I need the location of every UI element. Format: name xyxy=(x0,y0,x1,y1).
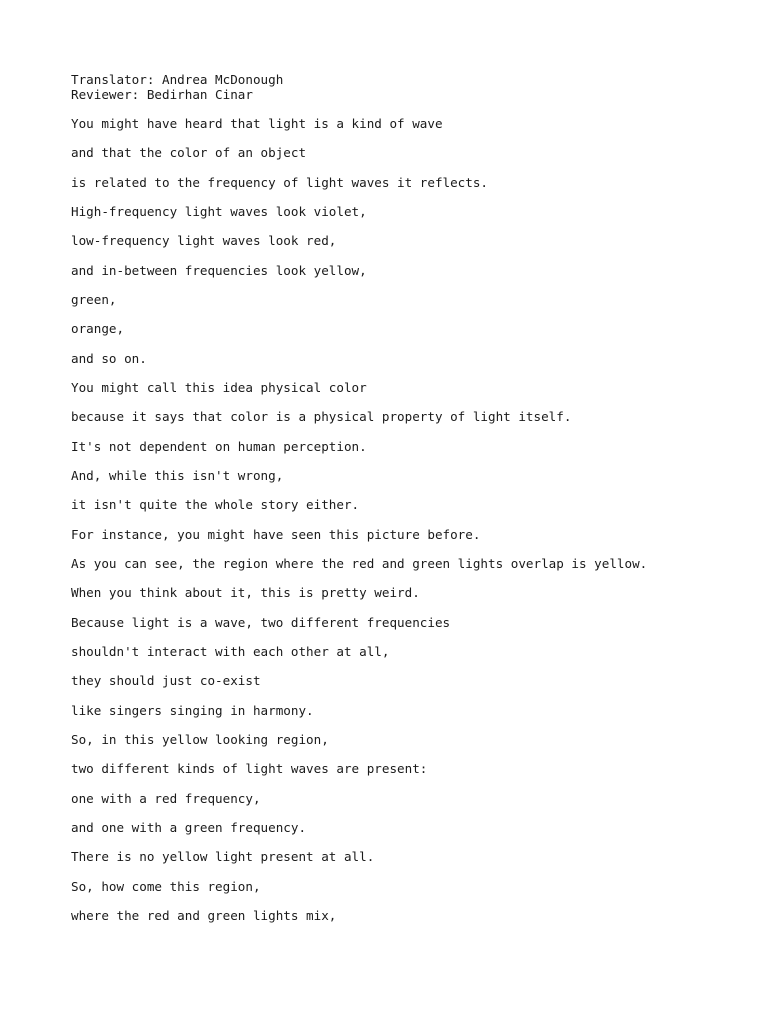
transcript-line: You might call this idea physical color xyxy=(71,379,367,395)
transcript-line: So, how come this region, xyxy=(71,878,261,894)
transcript-line: It's not dependent on human perception. xyxy=(71,438,367,454)
transcript-line: two different kinds of light waves are present: xyxy=(71,761,428,777)
transcript-line: For instance, you might have seen this picture before. xyxy=(71,526,481,542)
transcript-line: and that the color of an object xyxy=(71,145,307,161)
transcript-line: and so on. xyxy=(71,350,147,366)
transcript-line: where the red and green lights mix, xyxy=(71,907,337,923)
transcript-line: and one with a green frequency. xyxy=(71,819,307,835)
transcript-line: because it says that color is a physical property of light itself. xyxy=(71,409,572,425)
transcript-line: High-frequency light waves look violet, xyxy=(71,203,367,219)
transcript-line: it isn't quite the whole story either. xyxy=(71,497,360,513)
transcript-line: one with a red frequency, xyxy=(71,790,261,806)
reviewer-credit: Reviewer: Bedirhan Cinar xyxy=(71,87,253,102)
transcript-line: You might have heard that light is a kind of wave xyxy=(71,116,443,131)
transcript-line: shouldn't interact with each other at all, xyxy=(71,643,390,659)
transcript-line: There is no yellow light present at all. xyxy=(71,849,375,865)
transcript-line: Because light is a wave, two different frequencies xyxy=(71,614,451,630)
transcript-line: And, while this isn't wrong, xyxy=(71,467,284,483)
transcript-line: orange, xyxy=(71,321,125,337)
transcript-line: So, in this yellow looking region, xyxy=(71,731,329,747)
translator-credit: Translator: Andrea McDonough xyxy=(71,72,284,87)
transcript-line: As you can see, the region where the red and green lights overlap is yellow. xyxy=(71,555,648,571)
transcript-line: low-frequency light waves look red, xyxy=(71,233,337,249)
transcript-body xyxy=(71,72,731,937)
transcript-line: When you think about it, this is pretty weird. xyxy=(71,585,420,601)
transcript-line: and in-between frequencies look yellow, xyxy=(71,262,367,278)
transcript-lines xyxy=(71,116,731,937)
transcript-line: they should just co-exist xyxy=(71,673,261,689)
transcript-line: like singers singing in harmony. xyxy=(71,702,314,718)
transcript-line: is related to the frequency of light waves it reflects. xyxy=(71,174,489,190)
credits xyxy=(71,72,731,102)
transcript-line: green, xyxy=(71,291,117,307)
